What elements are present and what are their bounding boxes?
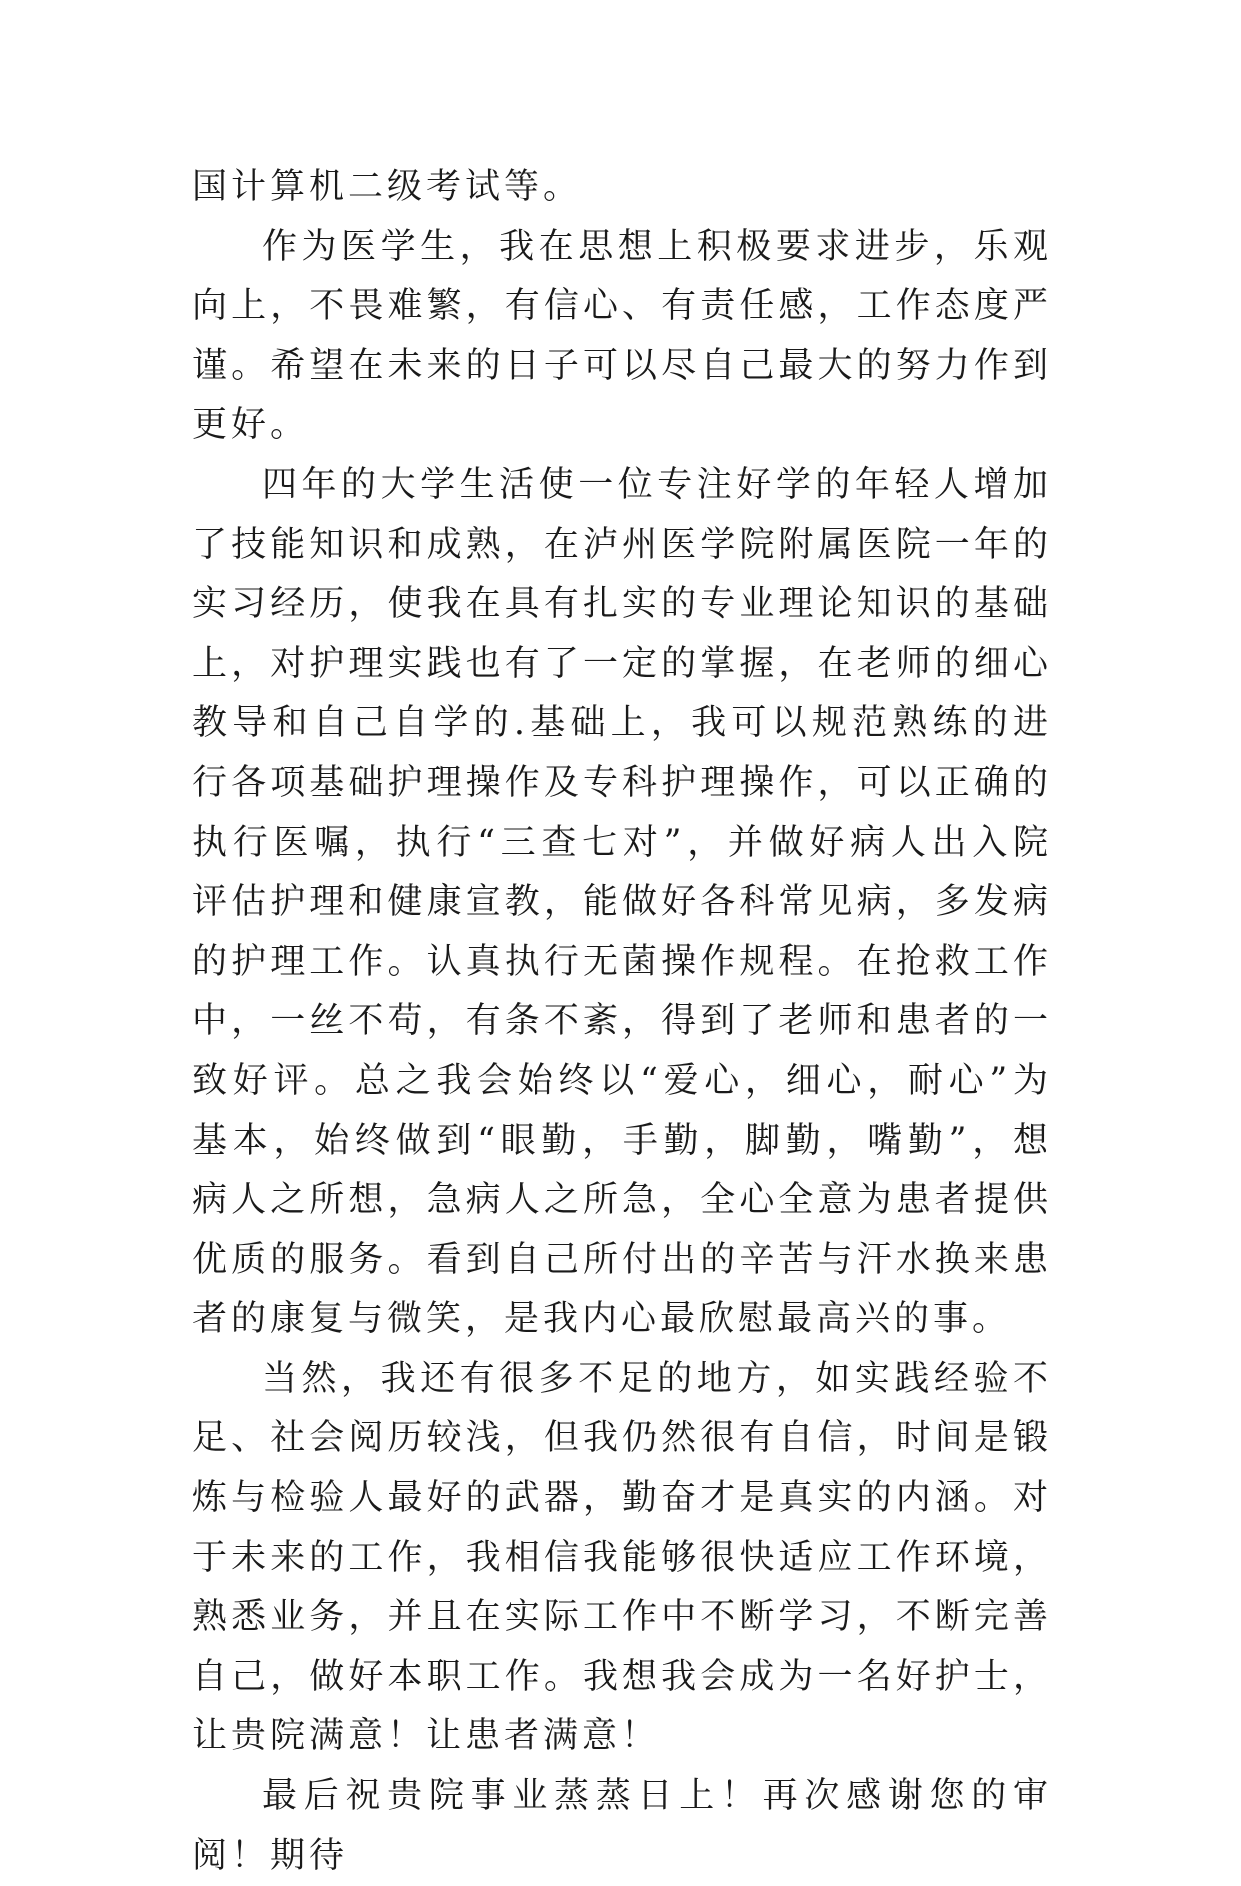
document-body [192, 158, 1052, 1886]
paragraph-closing: 最后祝贵院事业蒸蒸日上！再次感谢您的审阅！期待 [192, 1776, 1052, 1876]
paragraph-internship: 四年的大学生活使一位专注好学的年轻人增加了技能知识和成熟，在泸州医学院附属医院一年的实习经历，使我在具有扎实的专业理论知识的基础上，对护理实践也有了一定的掌握，在老师的细心教导和自己自学的.基础上，我可以规范熟练的进行各项基础护理操作及专科护理操作，可以正确的执行医嘱，执行“三查七对”，并做好病人出入院评估护理和健康宣教，能做好各科常见病，多发病的护理工作。认真执行无菌操作规程。在抢救工作中，一丝不苟，有条不紊，得到了老师和患者的一致好评。总之我会始终以“爱心，细心，耐心”为基本，始终做到“眼勤，手勤，脚勤，嘴勤”，想病人之所想，急病人之所急，全心全意为患者提供优质的服务。看到自己所付出的辛苦与汗水换来患者的康复与微笑，是我内心最欣慰最高兴的事。 [192, 464, 1052, 1340]
paragraph-self-assessment: 当然，我还有很多不足的地方，如实践经验不足、社会阅历较浅，但我仍然很有自信，时间是锻炼与检验人最好的武器，勤奋才是真实的内涵。对于未来的工作，我相信我能够很快适应工作环境，熟悉业务，并且在实际工作中不断学习，不断完善自己，做好本职工作。我想我会成为一名好护士，让贵院满意！让患者满意！ [192, 1358, 1052, 1757]
paragraph-continuation: 国计算机二级考试等。 [192, 167, 583, 207]
paragraph-attitude: 作为医学生，我在思想上积极要求进步，乐观向上，不畏难繁，有信心、有责任感，工作态度严谨。希望在未来的日子可以尽自己最大的努力作到更好。 [192, 226, 1052, 446]
